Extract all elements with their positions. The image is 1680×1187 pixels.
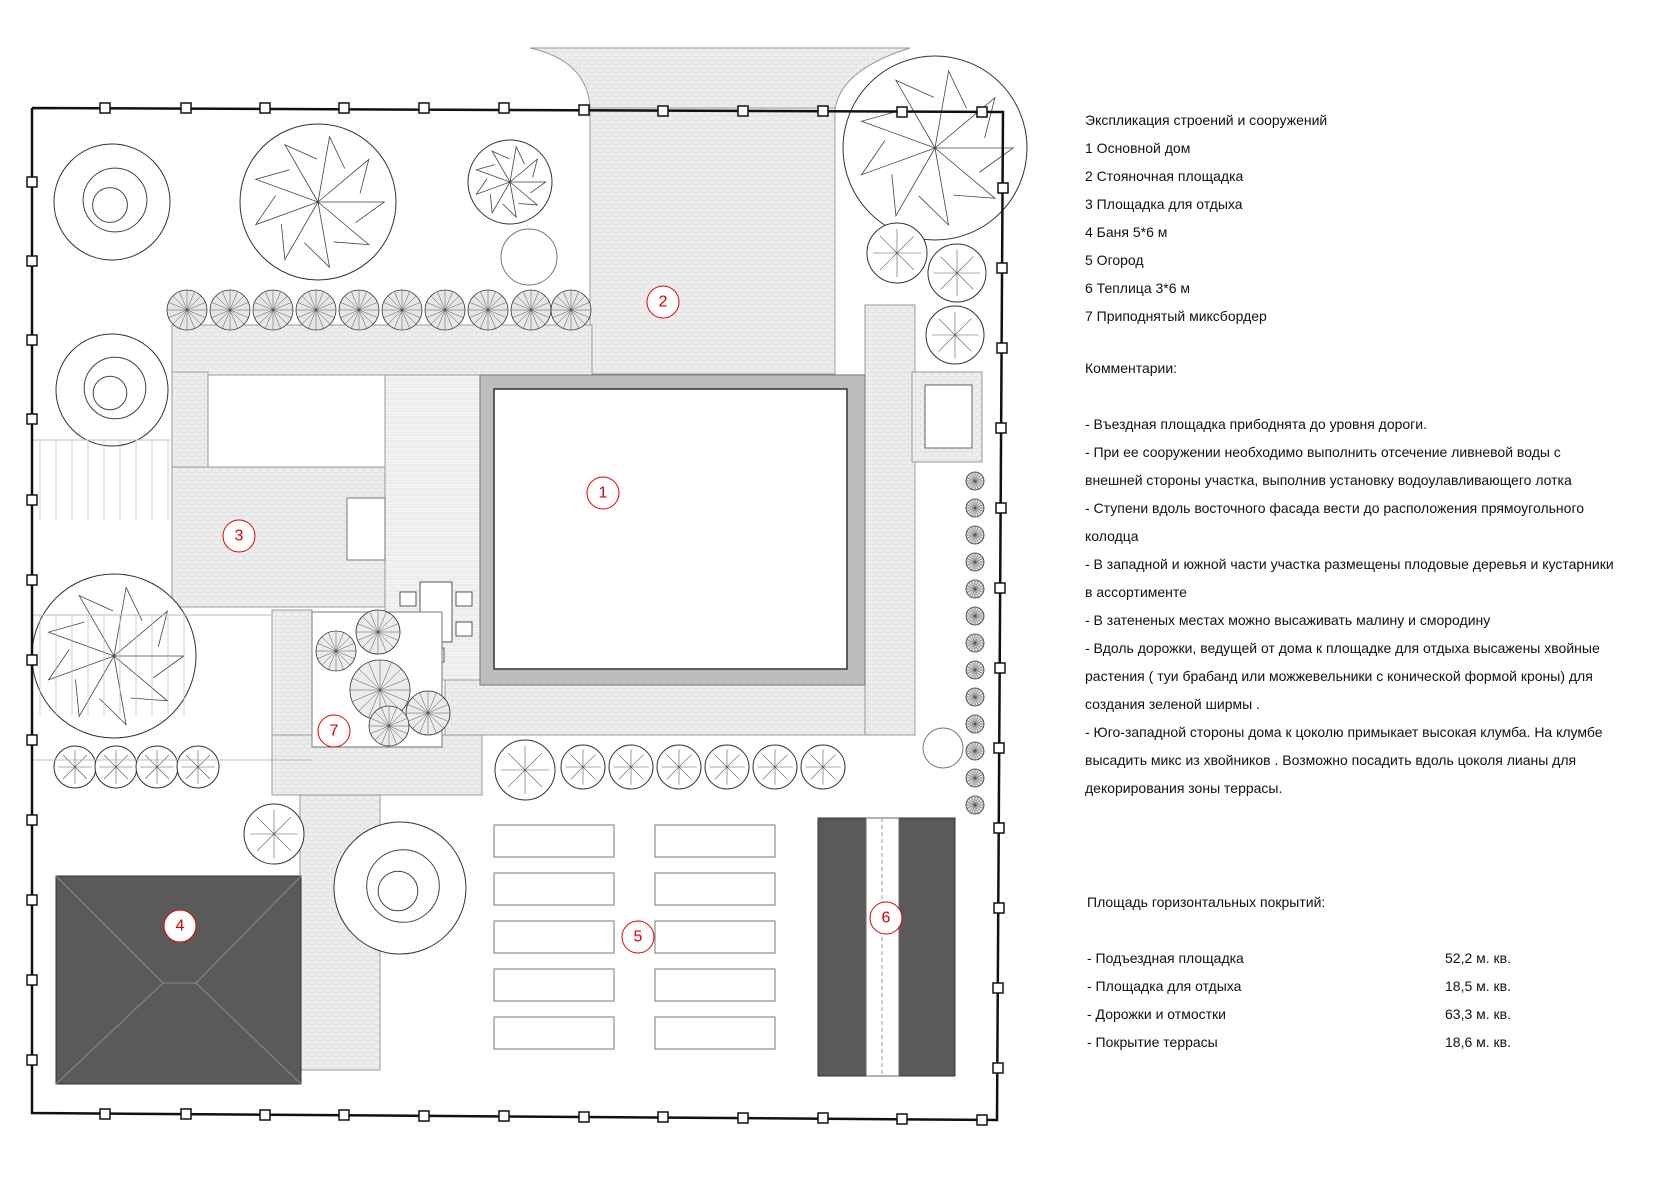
fence-post: [260, 103, 270, 113]
path-west-col: [172, 372, 208, 467]
explication-item: 4 Баня 5*6 м: [1085, 224, 1168, 240]
fence-post: [818, 1113, 828, 1123]
label-bath: [164, 910, 196, 942]
chair: [400, 592, 416, 606]
shrub-canopy: [56, 334, 168, 446]
comment-line: высадить микс из хвойников . Возможно посадить вдоль цоколя лианы для: [1085, 752, 1577, 768]
fence-post: [27, 735, 37, 745]
fence-post: [339, 1110, 349, 1120]
fence-post: [818, 106, 828, 116]
area-name: - Покрытие террасы: [1087, 1034, 1218, 1050]
comment-line: - Вдоль дорожки, ведущей от дома к площадке для отдыха высажены хвойные: [1085, 640, 1600, 656]
label-rest: [223, 520, 255, 552]
fence-post: [996, 423, 1006, 433]
comment-line: - В западной и южной части участка размещены плодовые деревья и кустарники: [1085, 556, 1614, 572]
comment-line: - При ее сооружении необходимо выполнить отсечение ливневой воды с: [1085, 444, 1561, 460]
fence-post: [994, 743, 1004, 753]
comment-line: декорирования зоны террасы.: [1085, 780, 1283, 796]
svg-text:3: 3: [234, 527, 244, 545]
fence-post: [579, 1112, 589, 1122]
garden-bed: [494, 1017, 614, 1049]
area-row: [1087, 1028, 1511, 1056]
explication-item: 3 Площадка для отдыха: [1085, 196, 1243, 212]
area-value: 63,3 м. кв.: [1445, 1006, 1511, 1022]
steps: [347, 498, 385, 560]
comment-line: - Ступени вдоль восточного фасада вести до расположения прямоугольного: [1085, 500, 1585, 516]
explication: [1085, 106, 1327, 330]
bath-house: [56, 876, 301, 1084]
fence-post: [260, 1110, 270, 1120]
explication-item: 5 Огород: [1085, 252, 1144, 268]
fence-post: [579, 105, 589, 115]
areas-table: [1087, 944, 1511, 1056]
fence-post: [997, 343, 1007, 353]
fence-post: [27, 495, 37, 505]
area-row: [1087, 944, 1511, 972]
fence-post: [658, 106, 668, 116]
garden-bed: [655, 873, 775, 905]
planned-tree: [501, 229, 557, 285]
comments-title: Комментарии:: [1085, 360, 1178, 376]
comment-line: в ассортименте: [1085, 584, 1187, 600]
area-row: [1087, 972, 1511, 1000]
fence-post: [27, 815, 37, 825]
svg-text:1: 1: [598, 484, 608, 502]
fence-post: [499, 1111, 509, 1121]
path-north: [172, 325, 592, 375]
fence-post: [27, 335, 37, 345]
svg-text:6: 6: [881, 909, 891, 927]
shrub-canopy: [334, 822, 466, 954]
fence-post: [897, 1114, 907, 1124]
fence-post: [993, 983, 1003, 993]
fence-post: [997, 263, 1007, 273]
fence-post: [100, 1109, 110, 1119]
garden-bed: [494, 873, 614, 905]
fence-post: [995, 663, 1005, 673]
area-value: 52,2 м. кв.: [1445, 950, 1511, 966]
fence-post: [100, 103, 110, 113]
fence-post: [339, 103, 349, 113]
fence-post: [27, 975, 37, 985]
fence-post: [499, 103, 509, 113]
label-house: [587, 477, 619, 509]
fence-post: [27, 256, 37, 266]
fence-post: [996, 503, 1006, 513]
greenhouse: [818, 818, 955, 1076]
comment-line: - В затененых местах можно высаживать малину и смородину: [1085, 612, 1491, 628]
fence-post: [27, 575, 37, 585]
fence-post: [27, 414, 37, 424]
fence-post: [181, 1109, 191, 1119]
fence-post: [738, 106, 748, 116]
garden-bed: [494, 969, 614, 1001]
comment-line: колодца: [1085, 528, 1139, 544]
label-garden: [622, 921, 654, 953]
fence-post: [995, 583, 1005, 593]
fence-post: [658, 1112, 668, 1122]
fence-post: [27, 177, 37, 187]
fence-post: [977, 1115, 987, 1125]
path-east: [865, 305, 915, 735]
fence-post: [27, 1055, 37, 1065]
svg-text:5: 5: [633, 928, 643, 946]
fence-post: [738, 1113, 748, 1123]
svg-text:4: 4: [175, 917, 185, 935]
fence-post: [181, 103, 191, 113]
garden-bed: [655, 825, 775, 857]
fence-post: [419, 1111, 429, 1121]
garden-bed: [494, 921, 614, 953]
explication-item: 7 Приподнятый миксбордер: [1085, 308, 1267, 324]
garden-bed: [655, 921, 775, 953]
svg-text:2: 2: [658, 293, 668, 311]
fence-post: [27, 895, 37, 905]
comment-line: - Въездная площадка прибоднята до уровня дороги.: [1085, 416, 1428, 432]
fence-post: [897, 107, 907, 117]
fence-post: [994, 823, 1004, 833]
explication-title: Экспликация строений и сооружений: [1085, 112, 1328, 128]
comment-line: внешней стороны участка, выполнив установку водоулавливающего лотка: [1085, 472, 1572, 488]
explication-item: 6 Теплица 3*6 м: [1085, 280, 1191, 296]
fence-post: [994, 903, 1004, 913]
chair: [456, 622, 472, 636]
area-name: - Площадка для отдыха: [1087, 978, 1242, 994]
area-row: [1087, 1000, 1511, 1028]
svg-text:7: 7: [329, 722, 339, 740]
area-value: 18,6 м. кв.: [1445, 1034, 1511, 1050]
fence-post: [419, 103, 429, 113]
fence-post: [993, 1063, 1003, 1073]
garden-bed: [655, 1017, 775, 1049]
explication-item: 2 Стояночная площадка: [1085, 168, 1244, 184]
path-south-house: [445, 680, 865, 735]
shed-light: [208, 375, 385, 467]
label-greenhouse: [870, 902, 902, 934]
chair: [456, 592, 472, 606]
label-mixborder: [318, 715, 350, 747]
parking-area: [590, 108, 835, 374]
area-name: - Подъездная площадка: [1087, 950, 1244, 966]
house: [494, 389, 847, 669]
label-parking: [647, 286, 679, 318]
well: [925, 385, 972, 448]
garden-bed: [494, 825, 614, 857]
comment-line: создания зеленой ширмы .: [1085, 696, 1260, 712]
shrub-canopy: [54, 144, 170, 260]
area-name: - Дорожки и отмостки: [1087, 1006, 1226, 1022]
comment-line: растения ( туи брабанд или можжевельники с конической формой кроны) для: [1085, 668, 1593, 684]
area-value: 18,5 м. кв.: [1445, 978, 1511, 994]
garden-bed: [655, 969, 775, 1001]
fence-post: [27, 655, 37, 665]
explication-item: 1 Основной дом: [1085, 140, 1191, 156]
fence-post: [998, 183, 1008, 193]
comment-line: - Юго-западной стороны дома к цоколю примыкает высокая клумба. На клумбе: [1085, 724, 1603, 740]
fence-post: [977, 107, 987, 117]
comments: [1085, 410, 1614, 802]
areas-title: Площадь горизонтальных покрытий:: [1087, 894, 1326, 910]
planned-tree: [923, 728, 963, 768]
